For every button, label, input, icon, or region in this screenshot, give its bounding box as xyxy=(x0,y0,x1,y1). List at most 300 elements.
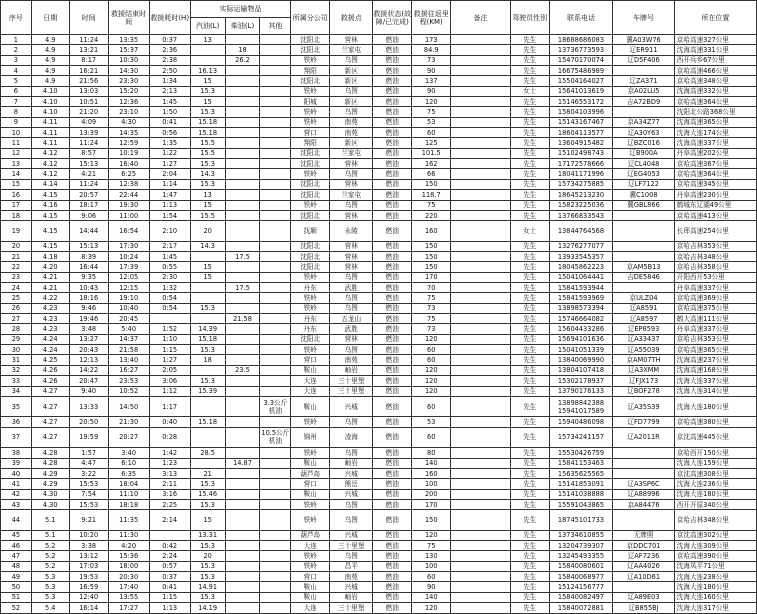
cell-other xyxy=(260,200,291,210)
cell-date: 4.15 xyxy=(31,210,69,220)
cell-company: 沈阳北 xyxy=(291,190,330,200)
cell-distance: 120 xyxy=(412,603,451,613)
cell-fault: 燃油 xyxy=(373,489,412,499)
table-row xyxy=(1,396,757,417)
cell-location: 开阳西开53公里 xyxy=(674,272,756,282)
cell-fault: 燃油 xyxy=(373,427,412,448)
cell-note xyxy=(451,479,510,489)
table-row xyxy=(1,128,757,138)
cell-no: 23 xyxy=(1,272,32,282)
cell-phone: 18688686083 xyxy=(549,35,613,45)
cell-company: 沈阳北 xyxy=(291,76,330,86)
cell-time: 16:14 xyxy=(69,603,108,613)
cell-gasoline: 18 xyxy=(190,355,225,365)
cell-gasoline: 21 xyxy=(190,468,225,478)
cell-station: 凌海 xyxy=(330,427,373,448)
cell-station: 乌图 xyxy=(330,303,373,313)
cell-note xyxy=(451,55,510,65)
cell-diesel: 17.5 xyxy=(225,252,260,262)
cell-location: 京沈高速308公里 xyxy=(674,468,756,478)
cell-station: 三十里堡 xyxy=(330,386,373,396)
cell-other xyxy=(260,603,291,613)
cell-distance: 130 xyxy=(412,551,451,561)
cell-location: 京哈西开150公里 xyxy=(674,448,756,458)
cell-plate: 辽BZC016 xyxy=(613,138,675,148)
header-fault: 救援状态(故障/已完成) xyxy=(373,1,412,35)
cell-time: 15:13 xyxy=(69,159,108,169)
cell-company: 铁岭 xyxy=(291,272,330,282)
cell-other xyxy=(260,97,291,107)
cell-plate: 辽A35S39 xyxy=(613,396,675,417)
cell-duration: 1:50 xyxy=(149,107,190,117)
cell-location: 鹤城东辽湖49公里 xyxy=(674,200,756,210)
cell-date: 4.9 xyxy=(31,35,69,45)
table-row xyxy=(1,86,757,96)
cell-distance: 90 xyxy=(412,86,451,96)
cell-fault: 燃油 xyxy=(373,365,412,375)
cell-location: 沈海大连337公里 xyxy=(674,376,756,386)
cell-date: 4.25 xyxy=(31,355,69,365)
cell-other xyxy=(260,572,291,582)
cell-station: 南苑 xyxy=(330,117,373,127)
cell-duration: 0:54 xyxy=(149,293,190,303)
cell-time: 4:47 xyxy=(69,458,108,468)
cell-station: 新区 xyxy=(330,66,373,76)
cell-duration: 0:28 xyxy=(149,427,190,448)
cell-driver-gender: 先生 xyxy=(510,76,549,86)
cell-fault: 燃油 xyxy=(373,117,412,127)
cell-location: 京哈高速364公里 xyxy=(674,97,756,107)
cell-other xyxy=(260,510,291,531)
cell-gasoline: 15 xyxy=(190,76,225,86)
cell-no: 7 xyxy=(1,97,32,107)
cell-phone: 13898573394 xyxy=(549,303,613,313)
cell-station: 南苑 xyxy=(330,572,373,582)
cell-company: 营口 xyxy=(291,128,330,138)
cell-plate xyxy=(613,107,675,117)
cell-note xyxy=(451,561,510,571)
cell-end-time: 20:27 xyxy=(108,427,149,448)
table-row xyxy=(1,55,757,65)
cell-other xyxy=(260,117,291,127)
cell-no: 17 xyxy=(1,200,32,210)
cell-location: 京哈高速413公里 xyxy=(674,210,756,220)
cell-driver-gender: 先生 xyxy=(510,334,549,344)
cell-end-time: 16:54 xyxy=(108,221,149,242)
cell-plate: 辽EG4053 xyxy=(613,169,675,179)
cell-end-time: 23:10 xyxy=(108,107,149,117)
cell-date: 4.24 xyxy=(31,345,69,355)
cell-duration: 0:37 xyxy=(149,572,190,582)
cell-note xyxy=(451,582,510,592)
cell-duration: 2:11 xyxy=(149,479,190,489)
cell-driver-gender: 先生 xyxy=(510,448,549,458)
cell-fault: 燃油 xyxy=(373,45,412,55)
cell-date: 4.9 xyxy=(31,76,69,86)
cell-no: 40 xyxy=(1,468,32,478)
cell-duration: 2:05 xyxy=(149,365,190,375)
cell-date: 4.11 xyxy=(31,138,69,148)
cell-end-time: 13:40 xyxy=(108,355,149,365)
cell-duration: 1:10 xyxy=(149,334,190,344)
cell-gasoline: 16.13 xyxy=(190,66,225,76)
cell-company: 鞍山 xyxy=(291,592,330,602)
cell-end-time: 15:36 xyxy=(108,551,149,561)
cell-date: 5.2 xyxy=(31,561,69,571)
cell-driver-gender: 先生 xyxy=(510,479,549,489)
cell-phone: 15530426759 xyxy=(549,448,613,458)
cell-distance: 75 xyxy=(412,541,451,551)
table-row xyxy=(1,252,757,262)
cell-other xyxy=(260,541,291,551)
cell-no: 39 xyxy=(1,458,32,468)
cell-driver-gender: 先生 xyxy=(510,117,549,127)
cell-distance: 150 xyxy=(412,510,451,531)
cell-distance: 160 xyxy=(412,468,451,478)
cell-end-time: 5:40 xyxy=(108,324,149,334)
cell-fault: 燃油 xyxy=(373,138,412,148)
cell-driver-gender: 先生 xyxy=(510,499,549,509)
cell-location: 京哈吉林353公里 xyxy=(674,241,756,251)
cell-driver-gender: 先生 xyxy=(510,365,549,375)
cell-fault: 燃油 xyxy=(373,66,412,76)
cell-driver-gender: 先生 xyxy=(510,355,549,365)
cell-gasoline: 15.3 xyxy=(190,572,225,582)
cell-distance: 90 xyxy=(412,66,451,76)
cell-station: 兴城 xyxy=(330,396,373,417)
cell-company: 鞍山 xyxy=(291,582,330,592)
cell-diesel xyxy=(225,582,260,592)
cell-date: 4.9 xyxy=(31,55,69,65)
cell-fault: 燃油 xyxy=(373,603,412,613)
cell-gasoline: 15.18 xyxy=(190,128,225,138)
cell-no: 21 xyxy=(1,252,32,262)
cell-company: 阳城 xyxy=(291,97,330,107)
cell-diesel xyxy=(225,479,260,489)
cell-station: 营林 xyxy=(330,262,373,272)
cell-station: 岫岩 xyxy=(330,365,373,375)
cell-other xyxy=(260,489,291,499)
cell-date: 4.27 xyxy=(31,417,69,427)
cell-date: 5.1 xyxy=(31,530,69,540)
cell-date: 5.4 xyxy=(31,603,69,613)
cell-other xyxy=(260,138,291,148)
cell-other xyxy=(260,128,291,138)
cell-driver-gender: 先生 xyxy=(510,489,549,499)
header-no: 序号 xyxy=(1,1,32,35)
cell-no: 36 xyxy=(1,417,32,427)
cell-no: 50 xyxy=(1,582,32,592)
table-row xyxy=(1,303,757,313)
cell-no: 45 xyxy=(1,530,32,540)
cell-distance: 120 xyxy=(412,376,451,386)
cell-station: 乌图 xyxy=(330,200,373,210)
cell-other xyxy=(260,107,291,117)
cell-driver-gender: 先生 xyxy=(510,35,549,45)
cell-date: 4.27 xyxy=(31,386,69,396)
cell-fault: 燃油 xyxy=(373,510,412,531)
cell-fault: 燃油 xyxy=(373,293,412,303)
cell-date: 4.20 xyxy=(31,262,69,272)
cell-fault: 燃油 xyxy=(373,241,412,251)
cell-company: 大连 xyxy=(291,541,330,551)
cell-diesel: 23.5 xyxy=(225,365,260,375)
cell-note xyxy=(451,489,510,499)
cell-time: 7:54 xyxy=(69,489,108,499)
cell-driver-gender: 先生 xyxy=(510,210,549,220)
cell-time: 19:46 xyxy=(69,314,108,324)
cell-plate xyxy=(613,582,675,592)
cell-station: 兰家屯 xyxy=(330,45,373,55)
cell-distance: 60 xyxy=(412,355,451,365)
header-driver-gender: 驾驶员性别 xyxy=(510,1,549,35)
cell-distance: 162 xyxy=(412,159,451,169)
cell-station: 武胜 xyxy=(330,324,373,334)
cell-phone: 15940486098 xyxy=(549,417,613,427)
cell-time: 9:35 xyxy=(69,272,108,282)
cell-fault: 燃油 xyxy=(373,551,412,561)
cell-duration: 1:52 xyxy=(149,324,190,334)
cell-no: 37 xyxy=(1,427,32,448)
cell-time: 14:22 xyxy=(69,365,108,375)
table-row xyxy=(1,241,757,251)
cell-end-time: 17:39 xyxy=(108,262,149,272)
cell-duration: 1:47 xyxy=(149,190,190,200)
cell-driver-gender: 先生 xyxy=(510,603,549,613)
cell-plate: 京DDC701 xyxy=(613,541,675,551)
header-gasoline: 汽油(L) xyxy=(190,18,225,35)
table-row xyxy=(1,572,757,582)
cell-phone: 15102498743 xyxy=(549,148,613,158)
header-diesel: 柴油(L) xyxy=(225,18,260,35)
cell-driver-gender: 先生 xyxy=(510,200,549,210)
cell-driver-gender: 先生 xyxy=(510,272,549,282)
cell-plate: 吉DE5846 xyxy=(613,272,675,282)
cell-diesel: 26.2 xyxy=(225,55,260,65)
cell-distance: 90 xyxy=(412,582,451,592)
cell-gasoline: 20 xyxy=(190,221,225,242)
cell-duration: 2:50 xyxy=(149,66,190,76)
cell-gasoline: 28.5 xyxy=(190,448,225,458)
cell-station: 永陵 xyxy=(330,221,373,242)
cell-company: 葫芦岛 xyxy=(291,530,330,540)
cell-diesel xyxy=(225,417,260,427)
cell-phone: 13736773593 xyxy=(549,45,613,55)
cell-gasoline: 13 xyxy=(190,190,225,200)
cell-gasoline: 15.18 xyxy=(190,417,225,427)
cell-fault: 燃油 xyxy=(373,541,412,551)
cell-other xyxy=(260,45,291,55)
cell-fault: 燃油 xyxy=(373,148,412,158)
cell-duration: 1:15 xyxy=(149,345,190,355)
cell-plate: 京ULZ04 xyxy=(613,293,675,303)
header-date: 日期 xyxy=(31,1,69,35)
cell-company: 鞍山 xyxy=(291,458,330,468)
cell-other xyxy=(260,551,291,561)
cell-driver-gender: 先生 xyxy=(510,45,549,55)
cell-duration: 2:04 xyxy=(149,169,190,179)
cell-end-time: 18:04 xyxy=(108,479,149,489)
cell-station: 营林 xyxy=(330,179,373,189)
cell-other xyxy=(260,148,291,158)
cell-end-time: 19:10 xyxy=(108,293,149,303)
cell-end-time: 4:30 xyxy=(108,117,149,127)
cell-gasoline: 15.3 xyxy=(190,541,225,551)
table-row xyxy=(1,210,757,220)
table-row xyxy=(1,561,757,571)
cell-fault: 燃油 xyxy=(373,97,412,107)
cell-phone: 13734610855 xyxy=(549,530,613,540)
cell-plate xyxy=(613,510,675,531)
cell-location: 沈海大连180公里 xyxy=(674,489,756,499)
cell-other xyxy=(260,376,291,386)
cell-distance: 101.5 xyxy=(412,148,451,158)
cell-diesel xyxy=(225,603,260,613)
cell-station: 乌图 xyxy=(330,448,373,458)
cell-note xyxy=(451,334,510,344)
cell-fault: 燃油 xyxy=(373,283,412,293)
cell-fault: 燃油 xyxy=(373,572,412,582)
cell-gasoline: 20 xyxy=(190,551,225,561)
cell-time: 13:03 xyxy=(69,86,108,96)
cell-date: 4.30 xyxy=(31,489,69,499)
cell-station: 三十里堡 xyxy=(330,376,373,386)
cell-company: 铁岭 xyxy=(291,303,330,313)
cell-note xyxy=(451,117,510,127)
cell-time: 9:06 xyxy=(69,210,108,220)
cell-end-time: 17:40 xyxy=(108,582,149,592)
table-row xyxy=(1,551,757,561)
cell-other xyxy=(260,35,291,45)
cell-plate: 辽A33437 xyxy=(613,334,675,344)
cell-phone: 15041051339 xyxy=(549,345,613,355)
cell-company: 沈阳北 xyxy=(291,262,330,272)
cell-time: 15:53 xyxy=(69,499,108,509)
cell-time: 8:17 xyxy=(69,55,108,65)
cell-other xyxy=(260,365,291,375)
cell-company: 沈阳北 xyxy=(291,148,330,158)
cell-end-time: 13:35 xyxy=(108,35,149,45)
cell-other xyxy=(260,169,291,179)
cell-gasoline xyxy=(190,365,225,375)
cell-gasoline: 15.3 xyxy=(190,561,225,571)
cell-company: 铁岭 xyxy=(291,86,330,96)
cell-gasoline xyxy=(190,427,225,448)
cell-no: 32 xyxy=(1,365,32,375)
cell-plate: 京A84476 xyxy=(613,499,675,509)
cell-gasoline xyxy=(190,45,225,55)
cell-location: 京哈吉林353公里 xyxy=(674,334,756,344)
table-row xyxy=(1,324,757,334)
cell-note xyxy=(451,345,510,355)
cell-end-time: 11:00 xyxy=(108,210,149,220)
cell-diesel xyxy=(225,355,260,365)
header-duration: 救援耗时(H) xyxy=(149,1,190,35)
cell-location: 沈海大连159公里 xyxy=(674,458,756,468)
cell-time: 10:20 xyxy=(69,530,108,540)
cell-other xyxy=(260,448,291,458)
cell-plate xyxy=(613,210,675,220)
cell-gasoline xyxy=(190,293,225,303)
table-row xyxy=(1,97,757,107)
cell-location: 京沈高速445公里 xyxy=(674,427,756,448)
cell-distance: 120 xyxy=(412,97,451,107)
cell-no: 34 xyxy=(1,386,32,396)
cell-other xyxy=(260,262,291,272)
cell-plate: 辽A8597 xyxy=(613,314,675,324)
cell-note xyxy=(451,448,510,458)
cell-location: 沈海大连238公里 xyxy=(674,572,756,582)
table-row xyxy=(1,458,757,468)
cell-gasoline: 14.3 xyxy=(190,169,225,179)
cell-distance: 75 xyxy=(412,314,451,324)
cell-station: 岫岩 xyxy=(330,592,373,602)
cell-location: 沈阳北公路368公里 xyxy=(674,107,756,117)
cell-station: 兴城 xyxy=(330,489,373,499)
cell-station: 新区 xyxy=(330,76,373,86)
cell-plate: 京A34Z77 xyxy=(613,117,675,127)
cell-fault: 燃油 xyxy=(373,55,412,65)
header-company: 所属分公司 xyxy=(291,1,330,35)
cell-location: 京哈吉林358公里 xyxy=(674,262,756,272)
cell-time: 21:56 xyxy=(69,76,108,86)
cell-location: 京哈高速380公里 xyxy=(674,417,756,427)
cell-duration: 1:27 xyxy=(149,355,190,365)
cell-duration: 1:42 xyxy=(149,448,190,458)
cell-no: 44 xyxy=(1,510,32,531)
cell-distance: 84.9 xyxy=(412,45,451,55)
cell-fault: 燃油 xyxy=(373,107,412,117)
cell-phone: 15041064441 xyxy=(549,272,613,282)
cell-gasoline: 15.46 xyxy=(190,489,225,499)
cell-plate xyxy=(613,448,675,458)
cell-note xyxy=(451,510,510,531)
cell-no: 43 xyxy=(1,499,32,509)
cell-phone: 15840080601 xyxy=(549,561,613,571)
cell-diesel xyxy=(225,561,260,571)
cell-phone: 15635625565 xyxy=(549,468,613,478)
cell-note xyxy=(451,458,510,468)
cell-plate: 辽A3XMM xyxy=(613,365,675,375)
cell-location: 西开兵乡67公里 xyxy=(674,55,756,65)
cell-end-time: 10:24 xyxy=(108,252,149,262)
cell-time: 9:46 xyxy=(69,303,108,313)
cell-diesel xyxy=(225,293,260,303)
cell-phone: 13204739307 xyxy=(549,541,613,551)
cell-fault: 燃油 xyxy=(373,128,412,138)
table-row xyxy=(1,190,757,200)
table-row xyxy=(1,200,757,210)
cell-no: 25 xyxy=(1,293,32,303)
cell-driver-gender: 先生 xyxy=(510,582,549,592)
cell-no: 15 xyxy=(1,179,32,189)
cell-phone: 13840069990 xyxy=(549,355,613,365)
cell-station: 营林 xyxy=(330,252,373,262)
cell-end-time: 10:19 xyxy=(108,148,149,158)
cell-diesel xyxy=(225,241,260,251)
cell-phone: 18041171996 xyxy=(549,169,613,179)
cell-time: 11:24 xyxy=(69,35,108,45)
table-row xyxy=(1,510,757,531)
cell-time: 13:33 xyxy=(69,396,108,417)
cell-diesel xyxy=(225,345,260,355)
cell-duration: 1:54 xyxy=(149,210,190,220)
cell-diesel xyxy=(225,35,260,45)
cell-other: 10.5公斤 机油 xyxy=(260,427,291,448)
cell-gasoline: 14.19 xyxy=(190,603,225,613)
cell-location: 沈海大连236公里 xyxy=(674,479,756,489)
cell-other xyxy=(260,561,291,571)
